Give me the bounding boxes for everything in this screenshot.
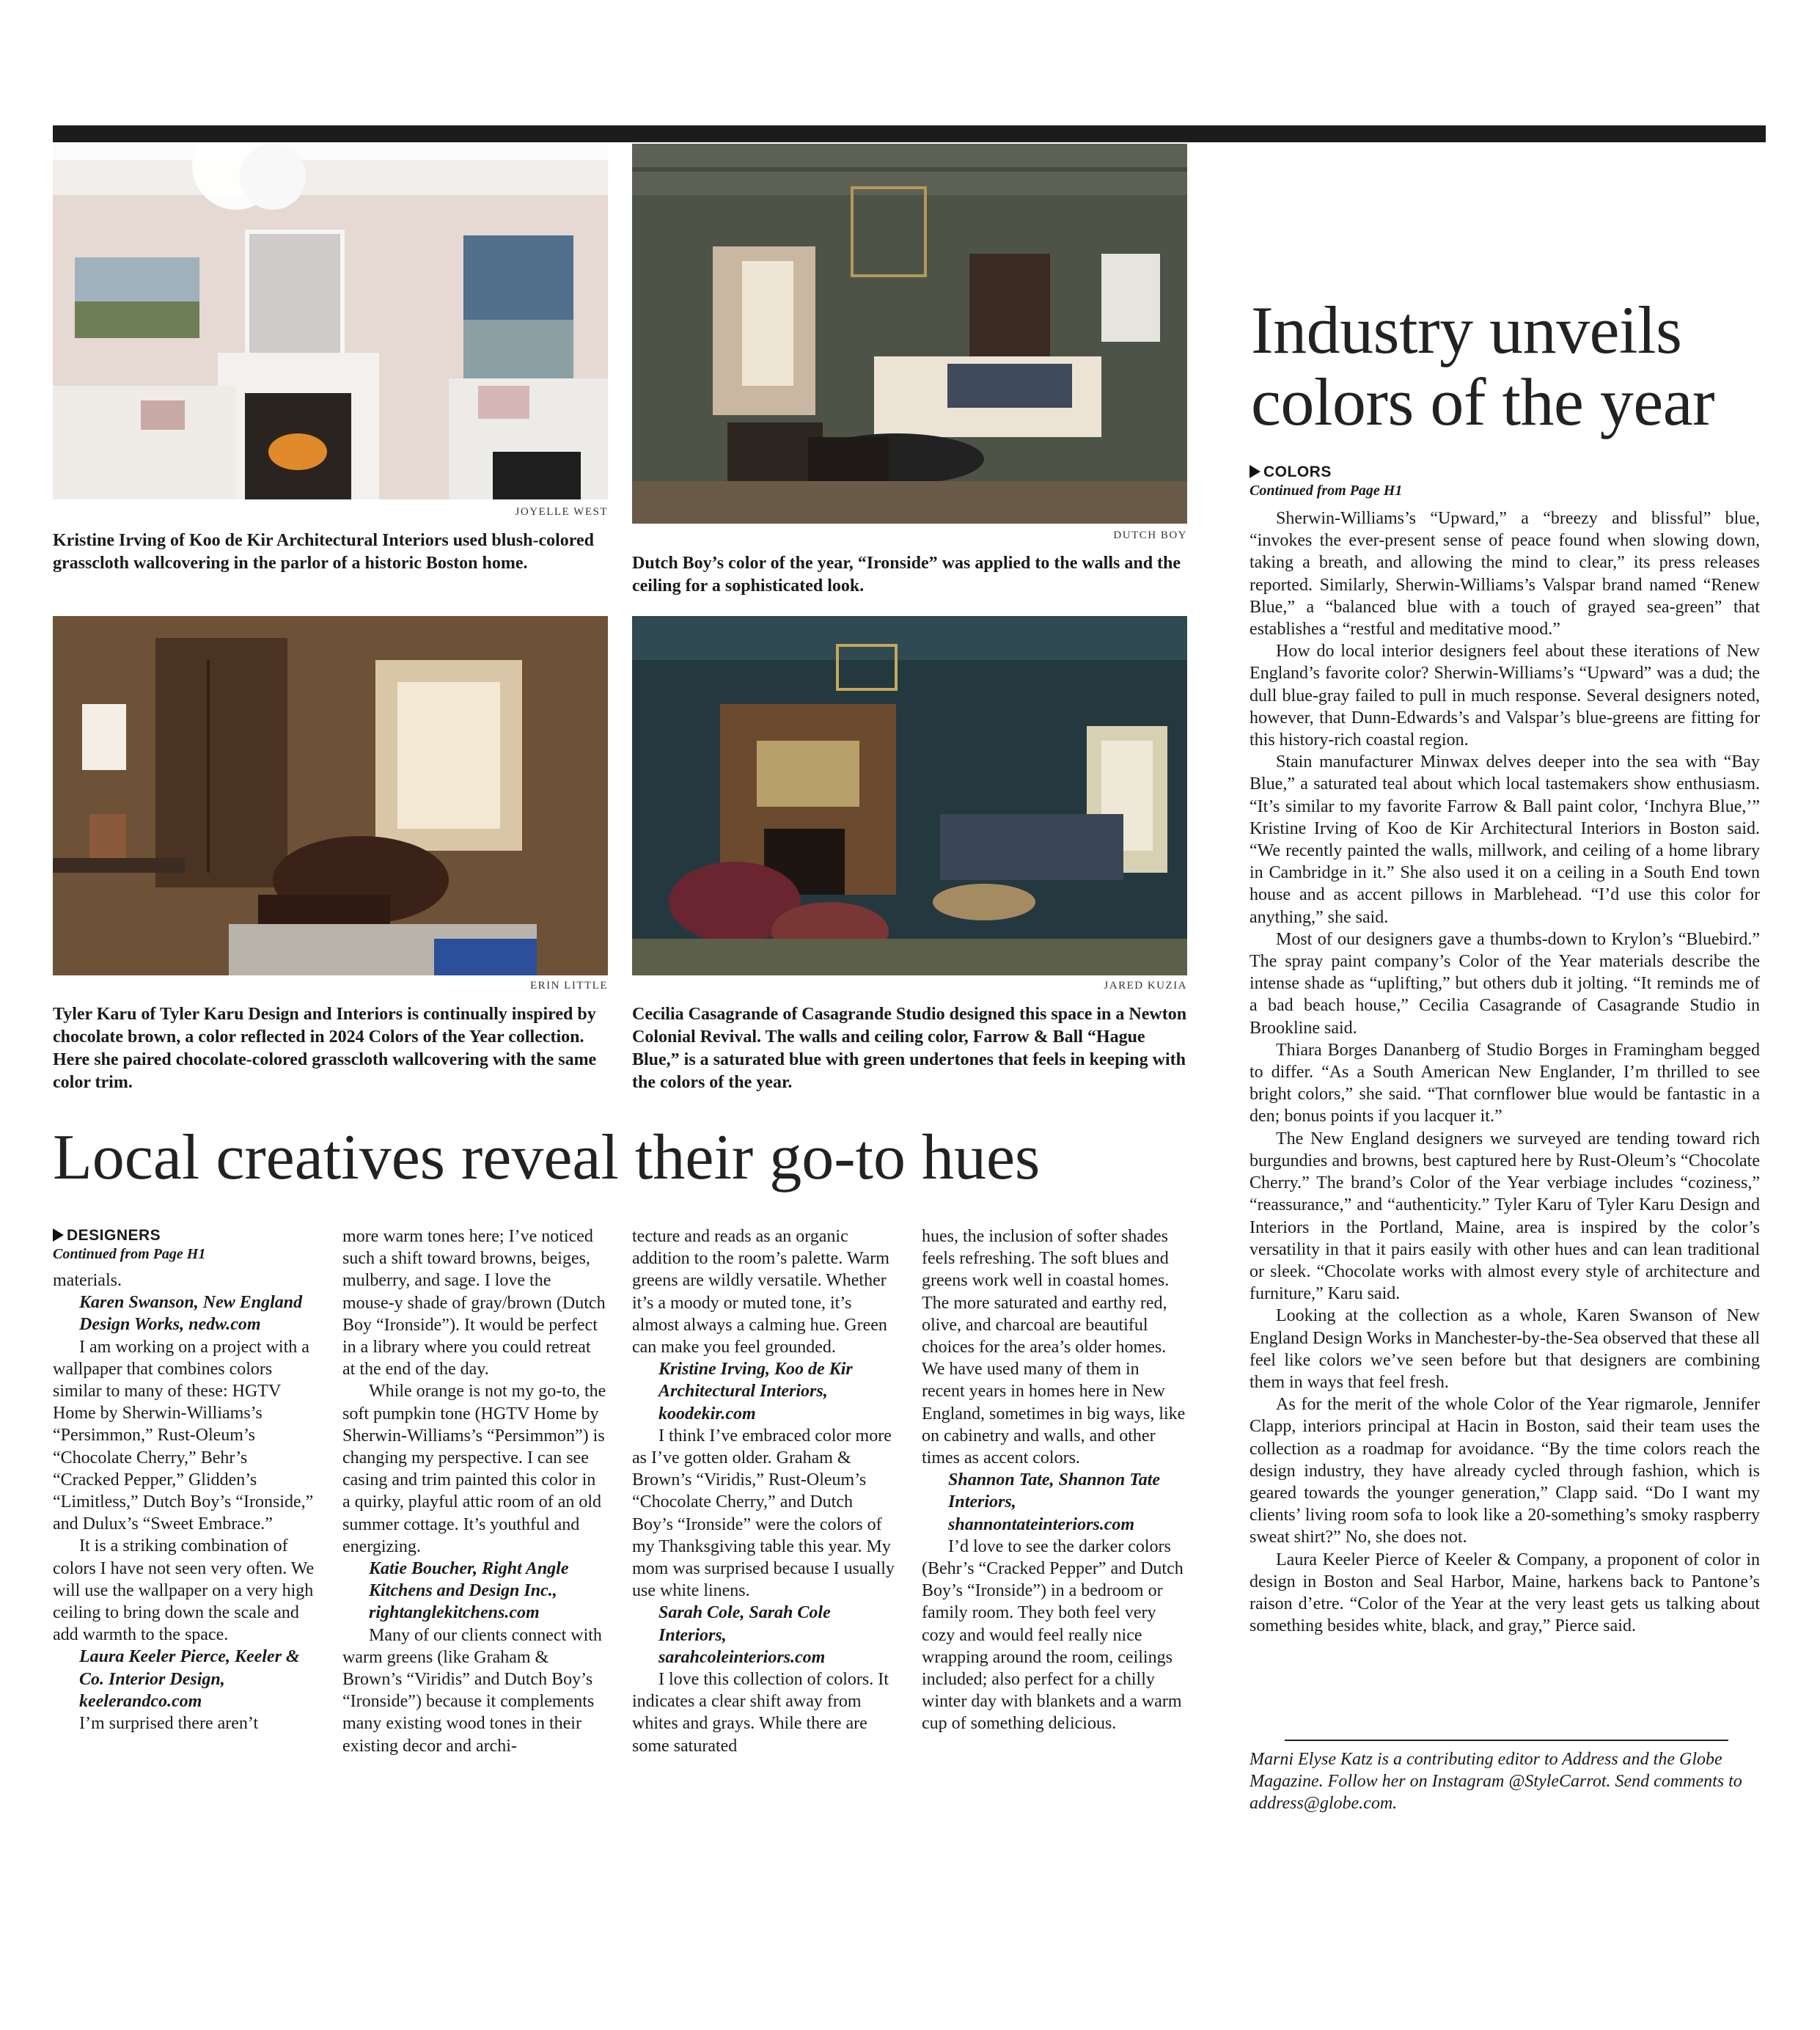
- designers-column-2: [342, 1225, 606, 1757]
- paragraph: Most of our designers gave a thumbs-down to Krylon’s “Bluebird.” The spray paint company’s Color of the Year materials describe the intense shade as “uplifting,” but others dub it jolting. “It reminds me of a bad beach house,” Cecilia Casagrande of Casagrande Studio in Brookline said.: [1250, 929, 1760, 1038]
- designers-column-1: [53, 1269, 317, 1734]
- photo-credit: JARED KUZIA: [1104, 980, 1187, 992]
- bio-divider: [1285, 1740, 1728, 1741]
- kicker-triangle-icon: [53, 1228, 64, 1242]
- paragraph: I am working on a project with a wallpaper that combines colors similar to many of these: HGTV Home by Sherwin-Williams’s “Persimmon,” Rust-Oleum’s “Chocolate Cherry,” Behr’s “Cracked Pepper,” Glidden’s “Limitless,” Dutch Boy’s “Ironside,” and Dulux’s “Sweet Embrace.”: [53, 1337, 314, 1534]
- living-room-photo: [632, 144, 1187, 524]
- designer-attribution: Laura Keeler Pierce, Keeler & Co. Interior Design, keelerandco.com: [79, 1647, 300, 1711]
- kicker-label: DESIGNERS: [67, 1227, 161, 1244]
- photo-caption: Cecilia Casagrande of Casagrande Studio designed this space in a Newton Colonial Revival. The walls and ceiling color, Farrow & Ball “Hague Blue,” is a saturated blue with green undertones that feels in keeping with the colors of the year.: [632, 1005, 1187, 1092]
- paragraph: Many of our clients connect with warm greens (like Graham & Brown’s “Viridis” and Dutch Boy’s “Ironside”) because it complements many existing wood tones in their existing decor and archi-: [342, 1625, 602, 1756]
- designer-attribution: Karen Swanson, New England Design Works, nedw.com: [79, 1293, 303, 1335]
- headline-creatives: Local creatives reveal their go-to hues: [53, 1122, 1041, 1193]
- designer-attribution: Katie Boucher, Right Angle Kitchens and Design Inc., rightanglekitchens.com: [369, 1559, 569, 1623]
- top-rule-bar: [53, 125, 1766, 142]
- paragraph: hues, the inclusion of softer shades feels refreshing. The soft blues and greens work well in coastal homes. The more saturated and earthy red, olive, and charcoal are beautiful choices for the area’s older homes. We have used many of them in recent years in homes here in New England, sometimes in big ways, like on cabinetry and walls, and other times as accent colors.: [922, 1227, 1186, 1468]
- paragraph: It is a striking combination of colors I have not seen very often. We will use the wallpaper on a very high ceiling to bring down the scale and add warmth to the space.: [53, 1536, 315, 1645]
- designers-column-4: [922, 1225, 1186, 1735]
- continued-line: Continued from Page H1: [53, 1246, 206, 1262]
- paragraph: How do local interior designers feel about these iterations of New England’s favorite color? Sherwin-Williams’s “Upward” was a dud; the dull blue-gray failed to pull in much response. Several designers noted, however, that Dunn-Edwards’s and Valspar’s blue-greens are fitting for this history-rich coastal region.: [1250, 642, 1760, 750]
- designer-attribution: Kristine Irving, Koo de Kir Architectural Interiors, koodekir.com: [658, 1360, 853, 1423]
- designer-attribution: Sarah Cole, Sarah Cole Interiors, sarahcoleinteriors.com: [658, 1603, 831, 1667]
- paragraph: Thiara Borges Dananberg of Studio Borges in Framingham begged to differ. “As a South American New Englander, I’m thrilled to see bright colors,” she said. “That cornflower blue would be fantastic in a den; bonus points if you lacquer it.”: [1250, 1040, 1760, 1126]
- designer-attribution: Shannon Tate, Shannon Tate Interiors, shannontateinteriors.com: [948, 1470, 1161, 1534]
- paragraph: Sherwin-Williams’s “Upward,” a “breezy and blissful” blue, “invokes the ever-present sense of peace found when slowing down, taking a breath, and allowing the mind to clear,” its press releases reported. Similarly, Sherwin-Williams’s Valspar brand named “Renew Blue,” a “balanced blue with a touch of grayed sea-green” that establishes a “restful and meditative mood.”: [1250, 509, 1760, 640]
- photo-credit: DUTCH BOY: [1113, 530, 1187, 541]
- colors-article-body: [1250, 508, 1760, 1637]
- photo-caption: Dutch Boy’s color of the year, “Ironside” was applied to the walls and the ceiling for a sophisticated look.: [632, 554, 1181, 596]
- paragraph: I think I’ve embraced color more as I’ve gotten older. Graham & Brown’s “Viridis,” Rust-Oleum’s “Chocolate Cherry,” and Dutch Boy’s “Ironside” were the colors of my Thanksgiving table this year. My mom was surprised because I usually use white linens.: [632, 1426, 895, 1601]
- photo-caption: Kristine Irving of Koo de Kir Architectural Interiors used blush-colored grasscloth wallcovering in the parlor of a historic Boston home.: [53, 531, 594, 573]
- paragraph: I love this collection of colors. It indicates a clear shift away from whites and grays. While there are some saturated: [632, 1670, 889, 1756]
- paragraph: The New England designers we surveyed are tending toward rich burgundies and browns, best captured here by Rust-Oleum’s “Chocolate Cherry.” The brand’s Color of the Year verbiage includes “coziness,” “reassurance,” and “authenticity.” Tyler Karu of Tyler Karu Design and Interiors in the Portland, Maine, area is inspired by the color’s versatility in that it pairs easily with other hues and can lean traditional or sleek. “Chocolate works with almost every style of architecture and furniture,” Karu said.: [1250, 1129, 1760, 1304]
- paragraph: Looking at the collection as a whole, Karen Swanson of New England Design Works in Manchester-by-the-Sea observed that these all feel like colors we’ve seen before but that designers are combining them in ways that feel fresh.: [1250, 1306, 1760, 1392]
- paragraph: While orange is not my go-to, the soft pumpkin tone (HGTV Home by Sherwin-Williams’s “Persimmon”) is changing my perspective. I can see casing and trim painted this color in a quirky, playful attic room of an old summer cottage. It’s youthful and energizing.: [342, 1382, 606, 1556]
- headline-colors: Industry unveils colors of the year: [1251, 293, 1715, 439]
- paragraph: I’d love to see the darker colors (Behr’s “Cracked Pepper” and Dutch Boy’s “Ironside”) in a bedroom or family room. They both feel very cozy and would feel really nice wrapping around the room, ceilings included; also perfect for a chilly winter day with blankets and a warm cup of something delicious.: [922, 1536, 1184, 1734]
- designers-column-3: [632, 1225, 896, 1757]
- photo-caption: Tyler Karu of Tyler Karu Design and Interiors is continually inspired by chocolate brown, a color reflected in 2024 Colors of the Year collection. Here she paired chocolate-colored grasscloth wallcovering with the same color trim.: [53, 1005, 597, 1092]
- paragraph: tecture and reads as an organic addition to the room’s palette. Warm greens are wildly versatile. Whether it’s a moody or muted tone, it’s almost always a calming hue. Green can make you feel grounded.: [632, 1227, 889, 1357]
- parlor-photo: [53, 144, 608, 499]
- paragraph: materials.: [53, 1271, 122, 1290]
- paragraph: I’m surprised there aren’t: [79, 1714, 259, 1734]
- blue-room-photo: [632, 616, 1187, 975]
- paragraph: As for the merit of the whole Color of the Year rigmarole, Jennifer Clapp, interiors principal at Hacin in Boston, said their team uses the collection as a roadmap for avoidance. “By the time colors reach the design industry, they have already cycled through fashion, which is geared towards the younger generation,” Clapp said. “Do I want my clients’ living room sofa to look like a 20-something’s smoky raspberry sweat shirt?” No, she does not.: [1250, 1395, 1760, 1547]
- author-bio: Marni Elyse Katz is a contributing editor to Address and the Globe Magazine. Follow her on Instagram @StyleCarrot. Send comments to address@globe.com.: [1250, 1750, 1742, 1813]
- paragraph: Laura Keeler Pierce of Keeler & Company, a proponent of color in design in Boston and Seal Harbor, Maine, harkens back to Pantone’s raison d’etre. “Color of the Year at the very least gets us talking about something besides white, black, and gray,” Pierce said.: [1250, 1550, 1760, 1636]
- kicker-label: COLORS: [1263, 463, 1332, 480]
- den-photo: [53, 616, 608, 975]
- paragraph: Stain manufacturer Minwax delves deeper into the sea with “Bay Blue,” a saturated teal about which local tastemakers show enthusiasm. “It’s similar to my favorite Farrow & Ball paint color, ‘Inchyra Blue,’” Kristine Irving of Koo de Kir Architectural Interiors in Boston said. “We recently painted the walls, millwork, and ceiling of a home library in Cambridge in it.” She also used it on a ceiling in a South End town house and as accent pillows in Marblehead. “I’d use this color for anything,” she said.: [1250, 752, 1760, 927]
- photo-credit: JOYELLE WEST: [515, 506, 608, 518]
- paragraph: more warm tones here; I’ve noticed such a shift toward browns, beiges, mulberry, and sage. I love the mouse-y shade of gray/brown (Dutch Boy “Ironside”). It would be perfect in a library where you could retreat at the end of the day.: [342, 1227, 606, 1379]
- section-kicker: [53, 1227, 161, 1245]
- continued-line: Continued from Page H1: [1250, 483, 1403, 499]
- kicker-triangle-icon: [1250, 465, 1261, 478]
- section-kicker: [1250, 463, 1332, 481]
- photo-credit: ERIN LITTLE: [529, 980, 608, 992]
